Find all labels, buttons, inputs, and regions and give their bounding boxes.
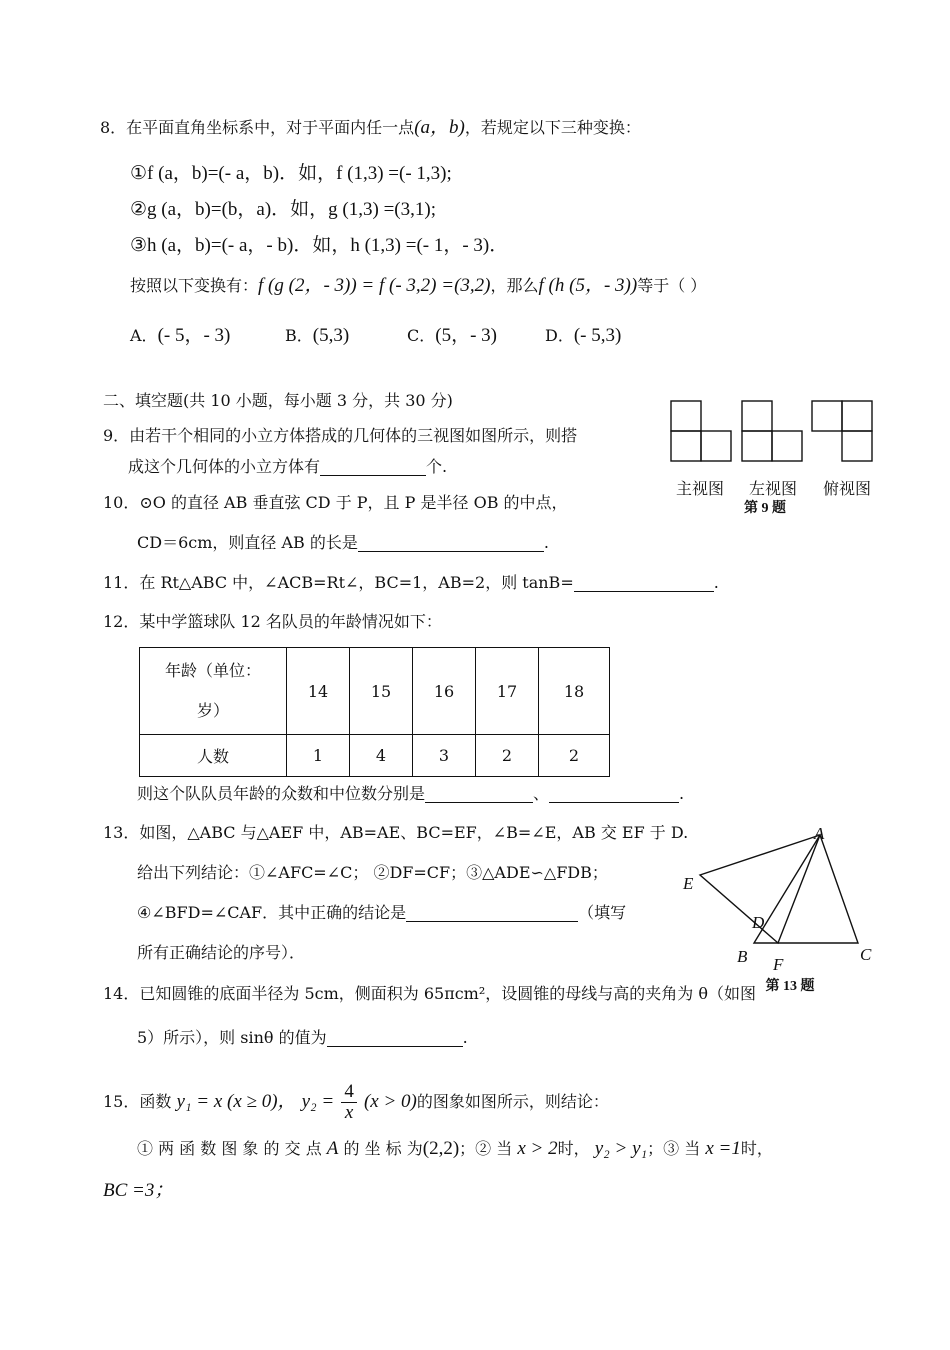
top-view-cell (842, 431, 872, 461)
left-view-label: 左视图 (748, 481, 797, 498)
q10-line1: 10．⊙O 的直径 AB 垂直弦 CD 于 P，且 P 是半径 OB 的中点， (103, 493, 568, 512)
q13-line3: ④∠BFD=∠CAF．其中正确的结论是 （填写 (137, 903, 627, 922)
q15-conclusions: ① 两 函 数 图 象 的 交 点 A 的 坐 标 为(2,2)；② 当 x > 2时， y₂ > y₁；③ 当 x =1时， (137, 1138, 773, 1159)
main-view-cell (671, 431, 701, 461)
age-cell: 14 (287, 648, 350, 735)
point-f-label: F (773, 955, 784, 974)
section-heading: 二、填空题(共 10 小题，每小题 3 分，共 30 分) (103, 391, 453, 410)
q15-fraction: $\frac{4}{x}$ (341, 1082, 357, 1123)
q13-line1: 13．如图，△ABC 与△AEF 中，AB=AE、BC=EF，∠B=∠E，AB 交 EF 于 D. (103, 823, 689, 842)
three-view-figure (665, 395, 885, 470)
age-cell: 18 (539, 648, 610, 735)
q12-median-blank[interactable] (549, 784, 679, 803)
count-cell: 2 (539, 735, 610, 777)
point-c-label: C (860, 945, 872, 964)
count-cell: 2 (476, 735, 539, 777)
q8-rule-1: ①f (a，b)=(- a，b)．如，f (1,3) =(- 1,3); (130, 163, 452, 184)
q8-point: (a，b) (414, 117, 465, 138)
q15-line1: 15．函数 y₁ = x (x ≥ 0)， y₂ = $\frac{4}{x}$ (x > 0)的图象如图所示，则结论： (103, 1081, 609, 1123)
main-view-label: 主视图 (675, 481, 724, 498)
age-header-cell: 年龄（单位： 岁） (140, 648, 287, 735)
q8-rule-3: ③h (a，b)=(- a，- b)．如，h (1,3) =(- 1，- 3)． (130, 235, 509, 256)
q14-line1: 14．已知圆锥的底面半径为 5cm，侧面积为 65πcm²，设圆锥的母线与高的夹角为 θ（如图 (103, 984, 756, 1003)
age-table (139, 647, 610, 777)
count-cell: 1 (287, 735, 350, 777)
main-view-cell (671, 401, 701, 431)
q8-option-a: A．(- 5，- 3) (130, 325, 231, 346)
q8-option-c: C．(5，- 3) (407, 325, 497, 346)
q11-text: 11．在 Rt△ABC 中，∠ACB=Rt∠，BC=1，AB=2，则 tanB= . (103, 573, 719, 592)
point-d-label: D (752, 913, 765, 932)
age-cell: 17 (476, 648, 539, 735)
q8-stem: 8．在平面直角坐标系中，对于平面内任一点(a，b)，若规定以下三种变换： (100, 117, 641, 138)
top-view-label: 俯视图 (822, 481, 871, 498)
left-view-cell (772, 431, 802, 461)
q12-mode-blank[interactable] (425, 784, 533, 803)
top-view-cell (842, 401, 872, 431)
q10-line2: CD＝6cm，则直径 AB 的长是 . (137, 533, 549, 552)
q9-fig-caption: 第 9 题 (744, 501, 786, 516)
top-view-cell (812, 401, 842, 431)
q10-answer-blank[interactable] (358, 533, 544, 552)
q13-line4: 所有正确结论的序号）． (137, 943, 306, 962)
q14-answer-blank[interactable] (327, 1028, 463, 1047)
point-a-label: A (814, 824, 825, 843)
q8-option-b: B．(5,3) (285, 325, 350, 346)
count-header-cell: 人数 (140, 735, 287, 777)
q9-answer-blank[interactable] (320, 457, 426, 476)
q15-y1: y₁ = x (x ≥ 0)， (176, 1091, 297, 1112)
q15-y2: y₂ = (301, 1091, 335, 1112)
left-view-cell (742, 401, 772, 431)
age-cell: 16 (413, 648, 476, 735)
count-cell: 3 (413, 735, 476, 777)
count-row (140, 735, 610, 777)
q8-apply: 按照以下变换有：f (g (2，- 3)) = f (- 3,2) =(3,2)，那么f (h (5，- 3))等于（ ） (130, 275, 707, 296)
q9-line1: 9．由若干个相同的小立方体搭成的几何体的三视图如图所示，则搭 (103, 426, 578, 445)
left-view-cell (742, 431, 772, 461)
q12-line1: 12．某中学篮球队 12 名队员的年龄情况如下： (103, 612, 442, 631)
age-cell: 15 (350, 648, 413, 735)
main-view-cell (701, 431, 731, 461)
count-cell: 4 (350, 735, 413, 777)
q8-option-d: D．(- 5,3) (545, 325, 622, 346)
point-e-label: E (683, 874, 694, 893)
q13-line2: 给出下列结论：①∠AFC=∠C； ②DF=CF；③△ADE∽△FDB； (137, 863, 608, 882)
q12-after: 则这个队队员年龄的众数和中位数分别是 、 . (137, 784, 685, 803)
q8-rule-2: ②g (a，b)=(b，a)．如，g (1,3) =(3,1); (130, 199, 436, 220)
q13-fig-caption: 第 13 题 (755, 975, 825, 995)
q13-answer-blank[interactable] (406, 903, 578, 922)
q15-bc: BC =3； (103, 1180, 174, 1201)
q11-answer-blank[interactable] (574, 573, 714, 592)
age-row (140, 648, 610, 735)
q14-line2: 5）所示），则 sinθ 的值为 . (137, 1028, 468, 1047)
point-b-label: B (737, 947, 748, 966)
q9-line2: 成这个几何体的小立方体有 个. (128, 457, 448, 476)
